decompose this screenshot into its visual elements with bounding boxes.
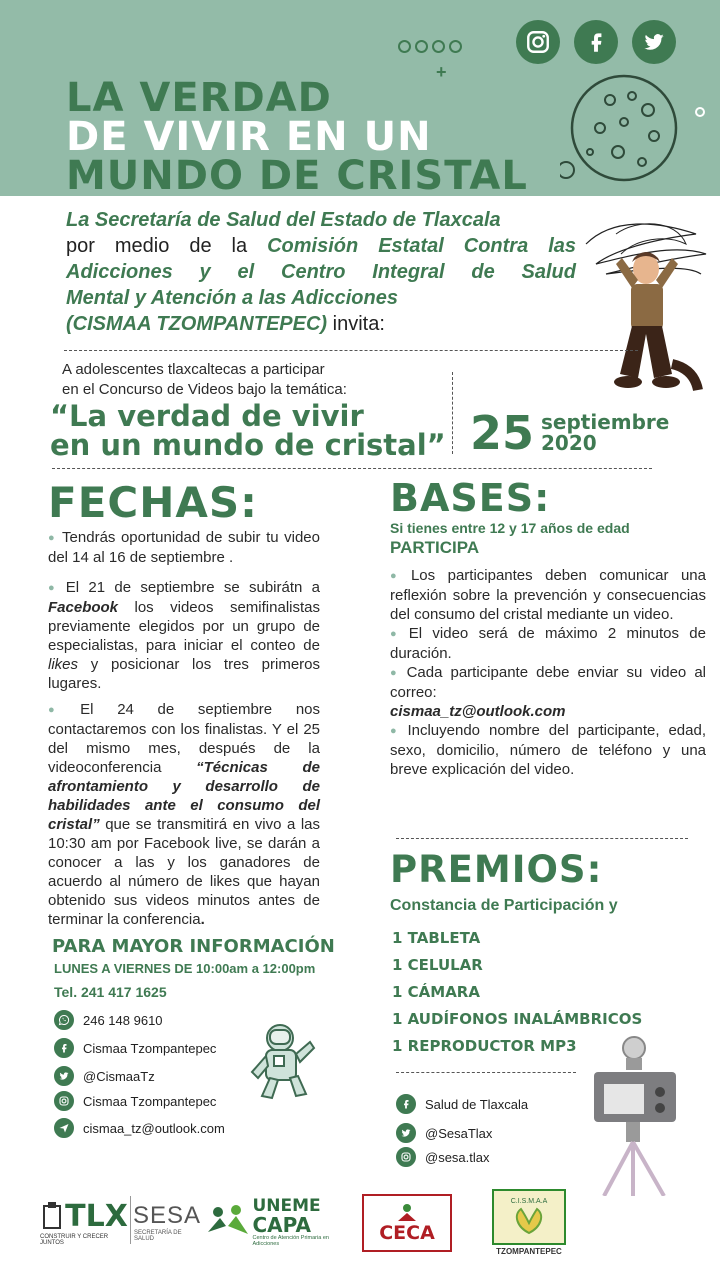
bullet-icon: ● xyxy=(48,704,75,716)
sesa-sub: SECRETARÍA DE SALUD xyxy=(134,1230,182,1242)
contact-whatsapp[interactable] xyxy=(54,1010,163,1030)
divider xyxy=(52,468,652,469)
theme-line-2: en un mundo de cristal” xyxy=(50,428,446,462)
contact-twitter[interactable] xyxy=(54,1066,155,1086)
facebook-icon xyxy=(396,1094,416,1114)
salud-facebook[interactable] xyxy=(396,1094,528,1114)
crystal-bubble-illustration xyxy=(560,70,720,196)
bases-item-1 xyxy=(390,566,706,624)
instagram-icon[interactable] xyxy=(516,20,560,64)
bullet-icon: ● xyxy=(390,628,403,640)
fechas-p3b: “Técnicas de afrontamiento y desarrollo de habilidades ante el consumo del cristal” xyxy=(48,759,320,833)
twitter-icon xyxy=(396,1123,416,1143)
fechas-p3c: que se transmitirá en vivo a las 10:30 am por Facebook live, se darán a conocer a las y los ganadores de acuerdo al número de likes que hayan obtenido sus videos minutos antes de terminar la conferencia xyxy=(48,816,320,928)
bullet-icon: ● xyxy=(390,725,402,737)
fechas-p3a: El 24 de septiembre nos contactaremos con los finalistas. Y el 25 del mismo mes, después de la videoconferencia xyxy=(48,701,320,776)
divider xyxy=(64,350,638,351)
fechas-paragraph-1 xyxy=(48,528,320,567)
fechas-heading: FECHAS: xyxy=(48,478,258,527)
ceca-logo xyxy=(362,1194,452,1252)
theme-title xyxy=(50,399,446,462)
bases-email[interactable]: cismaa_tz@outlook.com xyxy=(390,703,566,720)
fechas-p2e: y posicionar los tres primeros lugares. xyxy=(48,656,320,692)
fechas-paragraph-2 xyxy=(48,578,320,693)
uneme-text: UNEME xyxy=(252,1195,321,1216)
premios-sub: Constancia de Participación y xyxy=(390,897,618,914)
tlx-logo xyxy=(40,1192,130,1252)
fechas-p3d: . xyxy=(200,911,205,928)
contact-text: @SesaTlax xyxy=(425,1125,493,1141)
bullet-icon: ● xyxy=(48,582,60,594)
capa-sub: Centro de Atención Primaria en Adicciones xyxy=(252,1234,329,1247)
contact-text: 246 148 9610 xyxy=(83,1012,163,1028)
ceca-text: CECA xyxy=(379,1222,435,1244)
intro-line-3: Adicciones y el Centro Integral de Salud xyxy=(66,261,576,283)
contact-facebook[interactable] xyxy=(54,1038,216,1058)
date-day: 25 xyxy=(470,406,535,460)
bases-sub-1: Si tienes entre 12 y 17 años de edad xyxy=(390,520,630,536)
intro-line-2 xyxy=(66,233,576,259)
bullet-icon: ● xyxy=(390,570,405,582)
bases-b3: Cada participante debe enviar su video al correo: xyxy=(390,664,706,701)
ceca-figure-icon xyxy=(396,1203,418,1223)
plus-decoration: + xyxy=(436,62,447,82)
bases-body xyxy=(390,566,706,779)
instagram-icon xyxy=(54,1091,74,1111)
divider xyxy=(396,1072,576,1073)
facebook-icon[interactable] xyxy=(574,20,618,64)
title-line-1: LA VERDAD xyxy=(66,75,332,121)
contact-text: Salud de Tlaxcala xyxy=(425,1096,529,1112)
info-tel: Tel. 241 417 1625 xyxy=(54,984,167,1000)
title-line-3: MUNDO DE CRISTAL xyxy=(66,153,528,196)
intro-block xyxy=(66,207,576,337)
fechas-p2d: likes xyxy=(48,656,79,673)
theme-line-1: “La verdad de vivir xyxy=(50,399,364,433)
salud-twitter[interactable] xyxy=(396,1123,492,1143)
bullet-icon: ● xyxy=(48,532,57,544)
bases-b4: Incluyendo nombre del participante, edad, sexo, domicilio, número de teléfono y una breve explicación del video. xyxy=(390,722,706,778)
intro-line-5 xyxy=(66,311,576,337)
contact-instagram[interactable] xyxy=(54,1091,216,1111)
logo-divider xyxy=(130,1196,131,1244)
sesa-text: SESA xyxy=(132,1202,202,1229)
fechas-p2c: los videos semifinalistas previamente elegidos por un grupo de especialistas, para iniciar el conteo de xyxy=(48,599,320,654)
decorative-dots xyxy=(398,40,462,53)
date-month-year xyxy=(541,412,669,454)
tlaxcala-seal-icon xyxy=(42,1202,62,1230)
info-heading: PARA MAYOR INFORMACIÓN xyxy=(52,936,335,957)
prize-item: 1 CELULAR xyxy=(392,956,483,974)
intro-line-2b: Comisión Estatal Contra las xyxy=(267,235,576,257)
bullet-icon: ● xyxy=(390,667,401,679)
tlx-sub: CONSTRUIR Y CRECER JUNTOS xyxy=(40,1233,109,1246)
mail-icon xyxy=(54,1118,74,1138)
stressed-teen-illustration xyxy=(576,214,716,404)
twitter-icon xyxy=(54,1066,74,1086)
intro-line-5b: invita: xyxy=(327,313,385,335)
date-year: 2020 xyxy=(541,431,597,455)
info-hours: LUNES A VIERNES DE 10:00am a 12:00pm xyxy=(54,961,316,976)
cismaa-emblem-icon xyxy=(509,1205,549,1235)
header-banner xyxy=(0,0,720,196)
whatsapp-icon xyxy=(54,1010,74,1030)
astronaut-illustration xyxy=(246,1022,318,1100)
tlx-text: TLX xyxy=(65,1198,128,1234)
cismaa-text: C.I.S.M.A.A xyxy=(510,1198,548,1205)
bases-sub-2: PARTICIPA xyxy=(390,538,480,557)
contact-text: Cismaa Tzompantepec xyxy=(83,1040,217,1056)
prize-item: 1 CÁMARA xyxy=(392,983,480,1001)
call-line-1: A adolescentes tlaxcaltecas a participar xyxy=(62,361,325,378)
intro-line-4: Mental y Atención a las Adicciones xyxy=(66,287,398,309)
contact-email[interactable] xyxy=(54,1118,225,1138)
twitter-icon[interactable] xyxy=(632,20,676,64)
bases-item-4 xyxy=(390,721,706,779)
camera-tripod-illustration xyxy=(590,1036,690,1196)
bases-item-3 xyxy=(390,663,706,702)
instagram-icon xyxy=(396,1147,416,1167)
salud-instagram[interactable] xyxy=(396,1147,490,1167)
prize-item: 1 REPRODUCTOR MP3 xyxy=(392,1037,577,1055)
divider-vertical xyxy=(452,372,453,454)
intro-line-5a: (CISMAA TZOMPANTEPEC) xyxy=(66,313,328,335)
contact-text: Cismaa Tzompantepec xyxy=(83,1093,217,1109)
divider xyxy=(396,838,688,839)
date-month: septiembre xyxy=(541,410,670,434)
bases-heading: BASES: xyxy=(390,476,551,520)
bases-item-2 xyxy=(390,624,706,663)
bases-b1: Los participantes deben comunicar una reflexión sobre la prevención y consecuencias del consumo del cristal mediante un video. xyxy=(390,567,706,623)
sesa-logo xyxy=(134,1192,200,1252)
intro-line-1: La Secretaría de Salud del Estado de Tlaxcala xyxy=(66,209,501,231)
title-line-2: DE VIVIR EN UN xyxy=(66,114,432,160)
tzompantepec-text: TZOMPANTEPEC xyxy=(496,1246,562,1256)
fechas-p2a: El 21 de septiembre se subirátn a xyxy=(65,579,320,596)
prize-item: 1 TABLETA xyxy=(392,929,481,947)
fechas-paragraph-3 xyxy=(48,700,320,929)
bases-b2: El video será de máximo 2 minutos de duración. xyxy=(390,625,706,662)
call-block xyxy=(62,360,347,400)
call-line-2: en el Concurso de Videos bajo la temática: xyxy=(62,381,347,398)
contact-text: cismaa_tz@outlook.com xyxy=(83,1120,225,1136)
contact-text: @sesa.tlax xyxy=(425,1149,490,1165)
capa-text: CAPA xyxy=(252,1212,311,1237)
premios-heading: PREMIOS: xyxy=(390,848,603,891)
intro-line-2a: por medio de la xyxy=(66,235,268,257)
prize-item: 1 AUDÍFONOS INALÁMBRICOS xyxy=(392,1010,643,1028)
facebook-icon xyxy=(54,1038,74,1058)
cismaa-logo xyxy=(484,1186,574,1258)
uneme-capa-logo xyxy=(204,1192,334,1252)
people-icon xyxy=(206,1202,250,1242)
contact-text: @CismaaTz xyxy=(83,1068,155,1084)
fechas-p2b: Facebook xyxy=(48,599,119,616)
fechas-p1: Tendrás oportunidad de subir tu video del 14 al 16 de septiembre . xyxy=(48,529,320,566)
